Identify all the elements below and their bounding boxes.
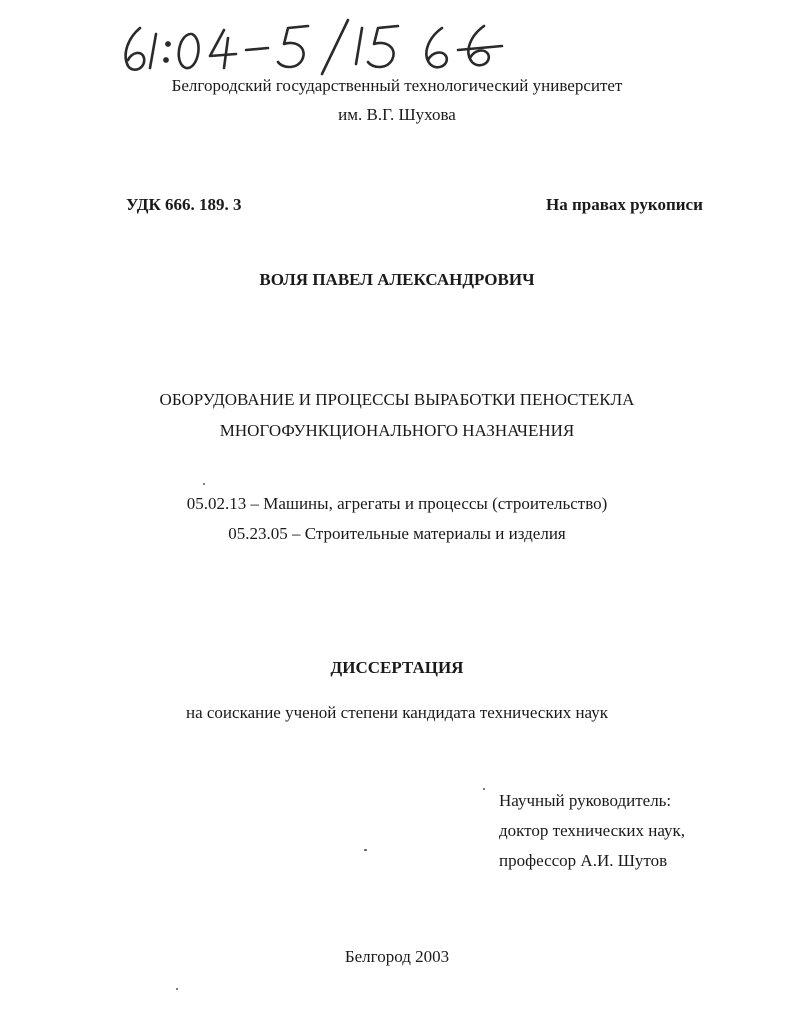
institution-honorific: им. В.Г. Шухова	[338, 105, 456, 124]
degree-statement: на соискание ученой степени кандидата технических наук	[185, 703, 608, 722]
advisor-label: Научный руководитель:	[499, 791, 672, 810]
institution-name: Белгородский государственный технологический университет	[171, 76, 623, 95]
handwritten-archive-number	[112, 16, 512, 76]
document-type: ДИССЕРТАЦИЯ	[330, 658, 464, 677]
author-name: ВОЛЯ ПАВЕЛ АЛЕКСАНДРОВИЧ	[259, 270, 535, 289]
scan-speck	[483, 788, 485, 790]
scan-speck	[176, 988, 178, 990]
advisor-name: профессор А.И. Шутов	[499, 851, 668, 870]
manuscript-note: На правах рукописи	[546, 195, 703, 214]
scan-speck	[203, 483, 205, 485]
dissertation-title-line-2: МНОГОФУНКЦИОНАЛЬНОГО НАЗНАЧЕНИЯ	[219, 421, 575, 440]
udc-code: УДК 666. 189. 3	[126, 195, 242, 214]
place-and-year: Белгород 2003	[344, 947, 450, 966]
advisor-degree: доктор технических наук,	[499, 821, 686, 840]
specialty-2: 05.23.05 – Строительные материалы и изделия	[228, 524, 566, 543]
scan-speck	[364, 849, 367, 851]
dissertation-title-line-1: ОБОРУДОВАНИЕ И ПРОЦЕССЫ ВЫРАБОТКИ ПЕНОСТЕКЛА	[159, 390, 635, 409]
specialty-1: 05.02.13 – Машины, агрегаты и процессы (строительство)	[186, 494, 608, 513]
handwritten-archive-number-strokes	[112, 16, 512, 76]
